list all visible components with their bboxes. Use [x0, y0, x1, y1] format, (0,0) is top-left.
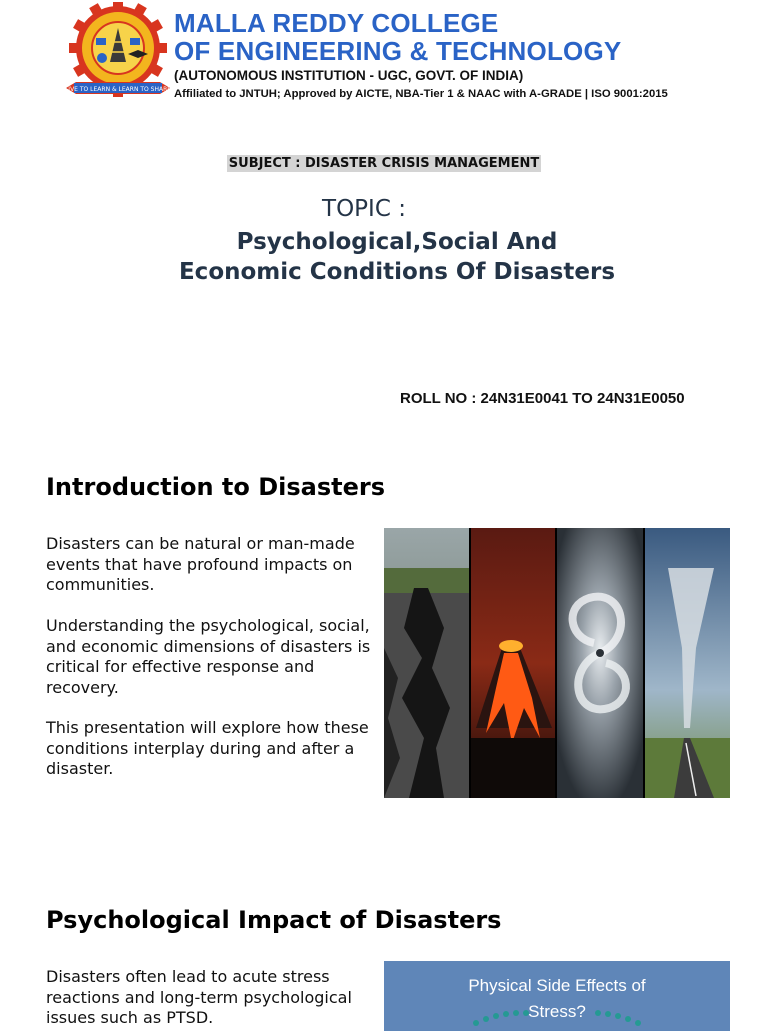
stress-caption-line1: Physical Side Effects of: [468, 976, 646, 995]
tornado-panel: [645, 528, 730, 798]
hurricane-panel: [557, 528, 643, 798]
topic-title: [0, 227, 768, 287]
subject-label: SUBJECT : DISASTER CRISIS MANAGEMENT: [228, 156, 540, 171]
college-name-line1: MALLA REDDY COLLEGE: [174, 8, 499, 38]
college-name-line2: OF ENGINEERING & TECHNOLOGY: [174, 36, 622, 66]
subject-line: [0, 152, 768, 171]
intro-paragraph-1: Disasters can be natural or man-made events that have profound impacts on communities.: [46, 534, 355, 594]
college-affiliation: Affiliated to JNTUH; Approved by AICTE, NBA-Tier 1 & NAAC with A-GRADE | ISO 9001:2015: [174, 88, 668, 100]
disaster-collage-image: [384, 528, 730, 798]
stress-image-caption: [384, 973, 730, 1025]
earthquake-panel: [384, 528, 469, 798]
topic-title-line1: Psychological,Social And: [236, 229, 558, 255]
stress-caption-line2: Stress?: [528, 1002, 586, 1021]
intro-paragraph-2: Understanding the psychological, social, and economic dimensions of disasters is critical for effective response and recovery.: [46, 616, 371, 697]
roll-number: ROLL NO : 24N31E0041 TO 24N31E0050: [400, 390, 685, 407]
psych-heading: Psychological Impact of Disasters: [46, 906, 502, 934]
volcano-panel: [471, 528, 555, 798]
college-status: (AUTONOMOUS INSTITUTION - UGC, GOVT. OF INDIA): [174, 68, 524, 83]
college-crest-icon: [62, 2, 174, 106]
psych-paragraph-1: Disasters often lead to acute stress reactions and long-term psychological issues such as PTSD.: [46, 967, 352, 1027]
topic-title-line2: Economic Conditions Of Disasters: [178, 259, 616, 285]
svg-text:LIVE TO LEARN & LEARN TO SHARE: LIVE TO LEARN & LEARN TO SHARE: [64, 86, 172, 93]
intro-heading: Introduction to Disasters: [46, 473, 386, 501]
intro-paragraph-3: This presentation will explore how these conditions interplay during and after a disaster.: [46, 718, 369, 778]
stress-image: [384, 961, 730, 1031]
topic-label: TOPIC :: [322, 196, 406, 222]
